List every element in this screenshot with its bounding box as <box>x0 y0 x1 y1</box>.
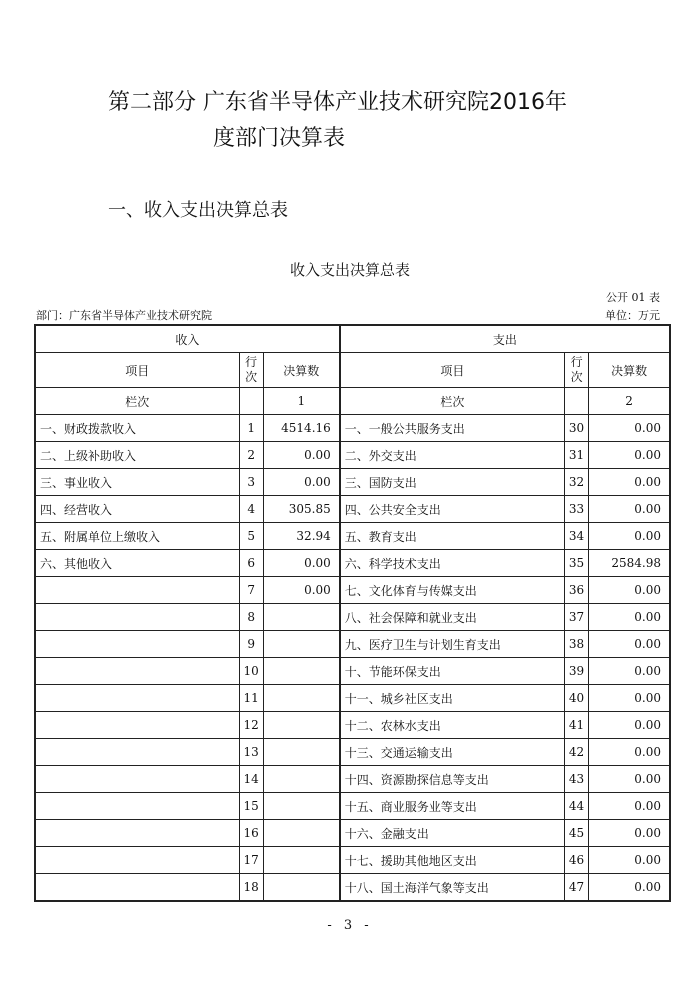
income-item-cell: 二、上级补助收入 <box>35 442 239 469</box>
expense-row-header-text: 行次 <box>570 355 583 384</box>
expense-lanci-label: 栏次 <box>340 388 565 415</box>
expense-lanci-value: 2 <box>589 388 670 415</box>
expense-row-number-cell: 47 <box>564 874 588 902</box>
expense-row-number-cell: 46 <box>564 847 588 874</box>
page-number: - 3 - <box>327 918 373 933</box>
income-row-number-cell: 5 <box>239 523 263 550</box>
section-title: 一、收入支出决算总表 <box>108 200 288 221</box>
expense-row-number-cell: 35 <box>564 550 588 577</box>
expense-amount-cell: 0.00 <box>589 577 670 604</box>
table-row <box>35 577 670 604</box>
expense-amount-cell: 0.00 <box>589 631 670 658</box>
income-lanci-label: 栏次 <box>35 388 239 415</box>
expense-row-number-cell: 40 <box>564 685 588 712</box>
expense-row-number-cell: 34 <box>564 523 588 550</box>
table-row <box>35 496 670 523</box>
unit-label: 单位：万元 <box>605 309 660 322</box>
expense-row-number-cell: 37 <box>564 604 588 631</box>
income-item-cell <box>35 847 239 874</box>
table-row <box>35 469 670 496</box>
table-row <box>35 712 670 739</box>
income-item-cell <box>35 766 239 793</box>
income-item-cell: 三、事业收入 <box>35 469 239 496</box>
expense-amount-cell: 0.00 <box>589 874 670 902</box>
expense-amount-cell: 0.00 <box>589 766 670 793</box>
heading-line-1: 第二部分 广东省半导体产业技术研究院2016年 <box>108 90 567 115</box>
income-row-number-cell: 14 <box>239 766 263 793</box>
income-row-number-cell: 13 <box>239 739 263 766</box>
expense-row-number-cell: 30 <box>564 415 588 442</box>
table-title: 收入支出决算总表 <box>289 261 410 279</box>
table-lanci-row <box>35 388 670 415</box>
expense-amount-cell: 0.00 <box>589 739 670 766</box>
income-row-number-cell: 11 <box>239 685 263 712</box>
income-amount-cell <box>263 658 339 685</box>
expense-row-number-cell: 36 <box>564 577 588 604</box>
expense-item-header: 项目 <box>340 353 565 388</box>
expense-amount-cell: 0.00 <box>589 604 670 631</box>
table-row <box>35 793 670 820</box>
expense-amount-cell: 0.00 <box>589 793 670 820</box>
expense-item-cell: 十一、城乡社区支出 <box>340 685 565 712</box>
table-row <box>35 523 670 550</box>
income-row-number-cell: 15 <box>239 793 263 820</box>
income-row-number-cell: 12 <box>239 712 263 739</box>
expense-item-cell: 五、教育支出 <box>340 523 565 550</box>
income-row-number-cell: 2 <box>239 442 263 469</box>
expense-amount-cell: 0.00 <box>589 658 670 685</box>
table-row <box>35 415 670 442</box>
table-row <box>35 550 670 577</box>
expense-row-number-cell: 31 <box>564 442 588 469</box>
income-row-number-cell: 4 <box>239 496 263 523</box>
income-row-number-cell: 10 <box>239 658 263 685</box>
income-amount-cell <box>263 793 339 820</box>
income-amount-cell <box>263 739 339 766</box>
form-code: 公开 01 表 <box>606 291 660 304</box>
income-amount-cell <box>263 712 339 739</box>
expense-item-cell: 八、社会保障和就业支出 <box>340 604 565 631</box>
income-amount-cell <box>263 631 339 658</box>
expense-row-number-cell: 45 <box>564 820 588 847</box>
expense-item-cell: 十、节能环保支出 <box>340 658 565 685</box>
income-row-number-cell: 8 <box>239 604 263 631</box>
income-row-number-cell: 7 <box>239 577 263 604</box>
expense-row-number-cell: 33 <box>564 496 588 523</box>
income-amount-cell: 32.94 <box>263 523 339 550</box>
income-item-cell <box>35 685 239 712</box>
table-row <box>35 820 670 847</box>
expense-amount-cell: 0.00 <box>589 523 670 550</box>
income-item-cell <box>35 631 239 658</box>
expense-amount-cell: 2584.98 <box>589 550 670 577</box>
income-item-cell <box>35 712 239 739</box>
table-row <box>35 766 670 793</box>
department-label: 部门：广东省半导体产业技术研究院 <box>36 309 212 322</box>
income-row-number-cell: 16 <box>239 820 263 847</box>
expense-item-cell: 十三、交通运输支出 <box>340 739 565 766</box>
income-item-cell <box>35 604 239 631</box>
income-amount-cell <box>263 847 339 874</box>
heading-line-2: 度部门决算表 <box>213 126 346 151</box>
income-amount-cell: 0.00 <box>263 442 339 469</box>
income-amount-cell: 0.00 <box>263 550 339 577</box>
expense-header: 支出 <box>340 325 670 353</box>
table-row <box>35 739 670 766</box>
income-amount-cell <box>263 766 339 793</box>
table-row <box>35 874 670 902</box>
expense-item-cell: 十四、资源勘探信息等支出 <box>340 766 565 793</box>
expense-row-number-cell: 39 <box>564 658 588 685</box>
income-amount-cell <box>263 874 339 902</box>
expense-row-number-cell: 32 <box>564 469 588 496</box>
expense-item-cell: 七、文化体育与传媒支出 <box>340 577 565 604</box>
income-amount-cell: 305.85 <box>263 496 339 523</box>
expense-amount-cell: 0.00 <box>589 469 670 496</box>
income-item-cell <box>35 874 239 902</box>
expense-item-cell: 三、国防支出 <box>340 469 565 496</box>
income-row-number-cell: 9 <box>239 631 263 658</box>
income-row-header <box>239 353 263 388</box>
income-item-cell <box>35 658 239 685</box>
income-item-cell <box>35 739 239 766</box>
income-row-number-cell: 6 <box>239 550 263 577</box>
expense-amount-cell: 0.00 <box>589 712 670 739</box>
expense-item-cell: 一、一般公共服务支出 <box>340 415 565 442</box>
income-amount-cell: 4514.16 <box>263 415 339 442</box>
table-row <box>35 685 670 712</box>
expense-item-cell: 四、公共安全支出 <box>340 496 565 523</box>
table-row <box>35 604 670 631</box>
table-row <box>35 442 670 469</box>
income-item-cell <box>35 793 239 820</box>
table-row <box>35 631 670 658</box>
expense-amount-cell: 0.00 <box>589 685 670 712</box>
expense-row-number-cell: 44 <box>564 793 588 820</box>
expense-item-cell: 二、外交支出 <box>340 442 565 469</box>
income-amount-cell: 0.00 <box>263 577 339 604</box>
income-amount-header: 决算数 <box>263 353 339 388</box>
expense-amount-header: 决算数 <box>589 353 670 388</box>
table-row <box>35 658 670 685</box>
expense-item-cell: 十二、农林水支出 <box>340 712 565 739</box>
expense-row-number-cell: 43 <box>564 766 588 793</box>
income-item-header: 项目 <box>35 353 239 388</box>
expense-lanci-blank <box>564 388 588 415</box>
income-amount-cell <box>263 685 339 712</box>
expense-amount-cell: 0.00 <box>589 820 670 847</box>
expense-item-cell: 六、科学技术支出 <box>340 550 565 577</box>
expense-row-header <box>564 353 588 388</box>
document-heading <box>108 85 628 157</box>
expense-item-cell: 十八、国土海洋气象等支出 <box>340 874 565 902</box>
income-lanci-blank <box>239 388 263 415</box>
income-expense-table <box>34 324 671 902</box>
income-row-number-cell: 3 <box>239 469 263 496</box>
income-item-cell: 四、经营收入 <box>35 496 239 523</box>
income-item-cell: 六、其他收入 <box>35 550 239 577</box>
expense-row-number-cell: 42 <box>564 739 588 766</box>
expense-amount-cell: 0.00 <box>589 847 670 874</box>
expense-amount-cell: 0.00 <box>589 496 670 523</box>
expense-amount-cell: 0.00 <box>589 442 670 469</box>
table-body <box>35 415 670 902</box>
income-item-cell <box>35 820 239 847</box>
expense-row-number-cell: 41 <box>564 712 588 739</box>
income-lanci-value: 1 <box>263 388 339 415</box>
expense-item-cell: 十六、金融支出 <box>340 820 565 847</box>
income-amount-cell: 0.00 <box>263 469 339 496</box>
expense-amount-cell: 0.00 <box>589 415 670 442</box>
income-item-cell: 一、财政拨款收入 <box>35 415 239 442</box>
income-row-number-cell: 1 <box>239 415 263 442</box>
expense-item-cell: 十五、商业服务业等支出 <box>340 793 565 820</box>
income-header: 收入 <box>35 325 340 353</box>
income-item-cell <box>35 577 239 604</box>
expense-item-cell: 九、医疗卫生与计划生育支出 <box>340 631 565 658</box>
table-row <box>35 847 670 874</box>
income-amount-cell <box>263 820 339 847</box>
table-group-header-row <box>35 325 670 353</box>
income-row-number-cell: 17 <box>239 847 263 874</box>
income-row-header-text: 行次 <box>245 355 258 384</box>
income-row-number-cell: 18 <box>239 874 263 902</box>
expense-item-cell: 十七、援助其他地区支出 <box>340 847 565 874</box>
expense-row-number-cell: 38 <box>564 631 588 658</box>
income-amount-cell <box>263 604 339 631</box>
table-column-header-row <box>35 353 670 388</box>
income-item-cell: 五、附属单位上缴收入 <box>35 523 239 550</box>
